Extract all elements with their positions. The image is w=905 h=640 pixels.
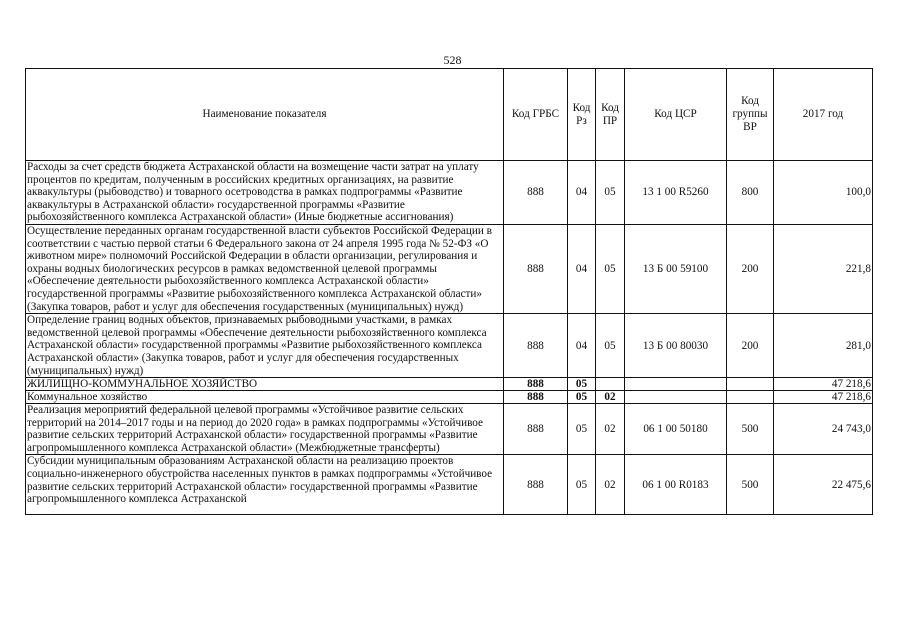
row-name: Определение границ водных объектов, признаваемых рыбоводными участками, в рамках ведомственной целевой программы «Обеспечение деятельности рыбохозяйственного комплекса Астраханской области» государственной программы «Развитие рыбохозяйственного комплекса Астраханской области» (Закупка товаров, работ и услуг для обеспечения государственных (муниципальных) нужд) xyxy=(26,314,504,378)
row-grbs: 888 xyxy=(504,404,568,455)
table-row-section xyxy=(26,378,873,391)
row-rz: 05 xyxy=(568,404,596,455)
row-rz: 05 xyxy=(568,391,596,404)
row-csr: 13 Б 00 80030 xyxy=(625,314,727,378)
row-csr xyxy=(625,391,727,404)
row-pr xyxy=(596,378,625,391)
row-csr: 13 1 00 R5260 xyxy=(625,161,727,225)
row-name: Реализация мероприятий федеральной целевой программы «Устойчивое развитие сельских территорий на 2014–2017 годы и на период до 2020 года» в рамках подпрограммы «Устойчивое развитие сельских территорий Астраханской области» государственной программы «Развитие агропромышленного комплекса Астраханской области» (Межбюджетные трансферты) xyxy=(26,404,504,455)
page-number: 528 xyxy=(443,53,462,67)
row-rz: 04 xyxy=(568,224,596,313)
row-vr: 500 xyxy=(727,404,774,455)
row-name-cell xyxy=(26,455,504,515)
row-rz: 05 xyxy=(568,455,596,515)
row-pr: 05 xyxy=(596,314,625,378)
row-vr: 800 xyxy=(727,161,774,225)
row-grbs: 888 xyxy=(504,224,568,313)
row-amount: 24 743,0 xyxy=(774,404,873,455)
table-row-subsection xyxy=(26,391,873,404)
row-amount: 47 218,6 xyxy=(774,391,873,404)
row-amount: 281,0 xyxy=(774,314,873,378)
row-rz: 05 xyxy=(568,378,596,391)
header-csr: Код ЦСР xyxy=(625,69,727,161)
header-vr: Код группы ВР xyxy=(727,69,774,161)
header-name: Наименование показателя xyxy=(26,69,504,161)
row-vr: 200 xyxy=(727,314,774,378)
budget-table xyxy=(25,68,873,515)
row-vr xyxy=(727,391,774,404)
table-row xyxy=(26,161,873,225)
row-rz: 04 xyxy=(568,161,596,225)
row-grbs: 888 xyxy=(504,314,568,378)
row-csr xyxy=(625,378,727,391)
header-year: 2017 год xyxy=(774,69,873,161)
row-pr: 02 xyxy=(596,404,625,455)
header-rz: Код Рз xyxy=(568,69,596,161)
row-name: Расходы за счет средств бюджета Астраханской области на возмещение части затрат на уплату процентов по кредитам, полученным в российских кредитных организациях, на развитие аквакультуры (рыбоводство) и товарного осетроводства в рамках подпрограммы «Развитие аквакультуры в Астраханской области» государственной программы «Развитие рыбохозяйственного комплекса Астраханской области» (Иные бюджетные ассигнования) xyxy=(26,161,504,225)
header-pr: Код ПР xyxy=(596,69,625,161)
row-pr: 05 xyxy=(596,161,625,225)
row-csr: 06 1 00 R0183 xyxy=(625,455,727,515)
row-grbs: 888 xyxy=(504,161,568,225)
row-csr: 06 1 00 50180 xyxy=(625,404,727,455)
header-grbs: Код ГРБС xyxy=(504,69,568,161)
row-amount: 100,0 xyxy=(774,161,873,225)
row-name: Коммунальное хозяйство xyxy=(26,391,504,404)
row-pr: 05 xyxy=(596,224,625,313)
row-name: Субсидии муниципальным образованиям Астраханской области на реализацию проектов социально-инженерного обустройства населенных пунктов в рамках подпрограммы «Устойчивое развитие сельских территорий Астраханской области» государственной программы «Развитие агропромышленного комплекса Астраханской xyxy=(27,455,493,506)
row-grbs: 888 xyxy=(504,391,568,404)
row-grbs: 888 xyxy=(504,455,568,515)
table-row xyxy=(26,455,873,515)
table-header-row xyxy=(26,69,873,161)
row-amount: 221,8 xyxy=(774,224,873,313)
row-amount: 22 475,6 xyxy=(774,455,873,515)
row-name: ЖИЛИЩНО-КОММУНАЛЬНОЕ ХОЗЯЙСТВО xyxy=(26,378,504,391)
row-name: Осуществление переданных органам государственной власти субъектов Российской Федерации в соответствии с частью первой статьи 6 Федерального закона от 24 апреля 1995 года № 52-ФЗ «О животном мире» полномочий Российской Федерации в области организации, регулирования и охраны водных биологических ресурсов в рамках ведомственной целевой программы «Обеспечение деятельности рыбохозяйственного комплекса Астраханской области» государственной программы «Развитие рыбохозяйственного комплекса Астраханской области» (Закупка товаров, работ и услуг для обеспечения государственных (муниципальных) нужд) xyxy=(26,224,504,313)
table-row xyxy=(26,224,873,313)
row-csr: 13 Б 00 59100 xyxy=(625,224,727,313)
row-rz: 04 xyxy=(568,314,596,378)
table-row xyxy=(26,314,873,378)
row-pr: 02 xyxy=(596,391,625,404)
row-grbs: 888 xyxy=(504,378,568,391)
table-row xyxy=(26,404,873,455)
row-vr: 500 xyxy=(727,455,774,515)
row-vr: 200 xyxy=(727,224,774,313)
row-amount: 47 218,6 xyxy=(774,378,873,391)
row-vr xyxy=(727,378,774,391)
row-pr: 02 xyxy=(596,455,625,515)
